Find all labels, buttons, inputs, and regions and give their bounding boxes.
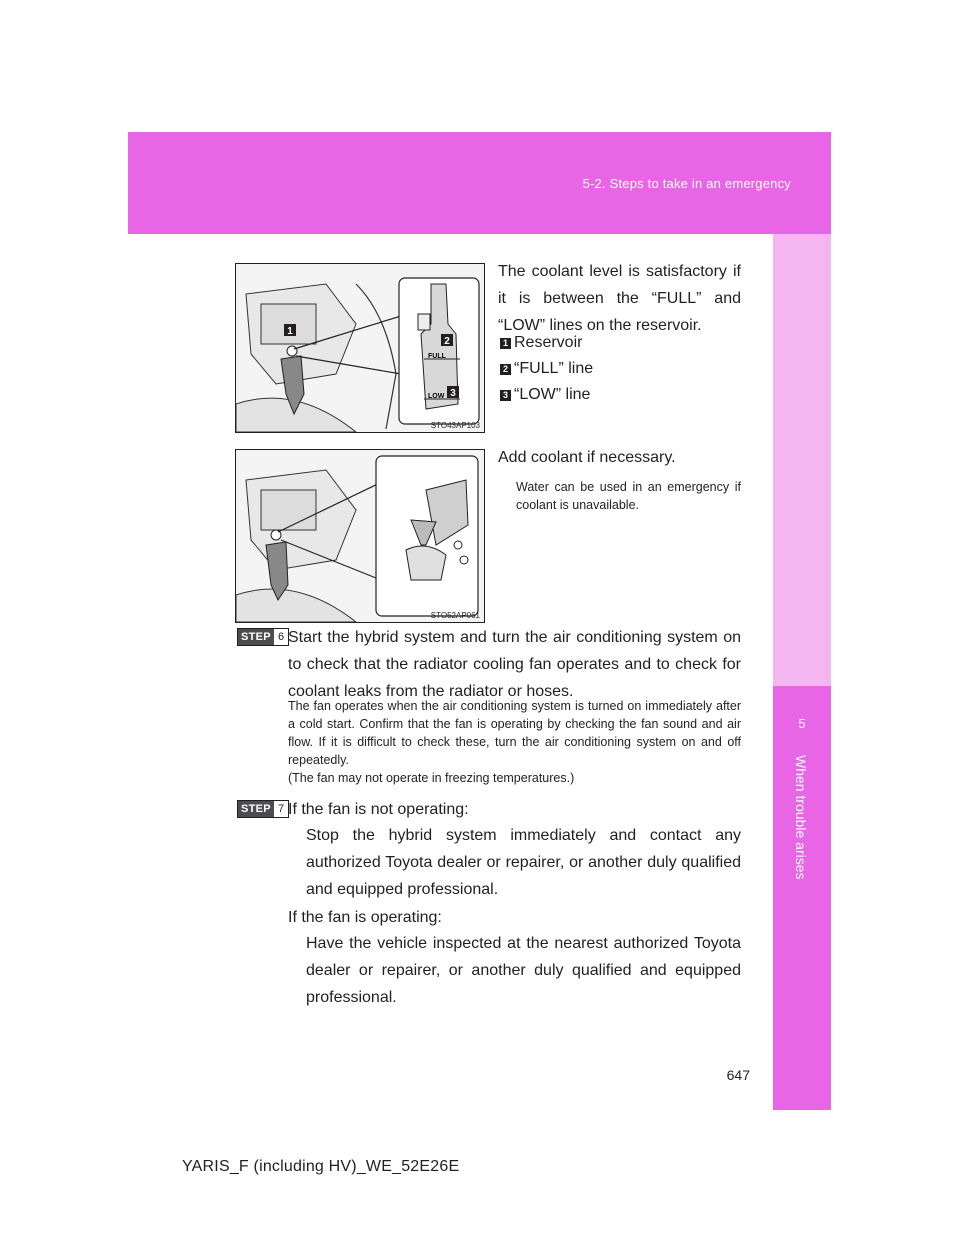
callout-3: 3 “LOW” line — [500, 386, 590, 404]
callout-1-marker: 1 — [500, 338, 511, 349]
step-7-case-1-title: If the fan is not operating: — [288, 801, 469, 818]
document-id: YARIS_F (including HV)_WE_52E26E — [182, 1158, 460, 1175]
step-5-text: Add coolant if necessary. — [498, 449, 676, 466]
step-7-case-2-text: Have the vehicle inspected at the nearest authorized Toyota dealer or repairer, or another duly qualified and equipped professional. — [306, 935, 741, 1006]
step-7-badge: STEP 7 — [237, 800, 289, 818]
callout-3-marker: 3 — [500, 390, 511, 401]
step-6-note: The fan operates when the air conditioning system is turned on immediately after a cold start. Confirm that the fan is operating by checking the fan sound and air flow. If it is difficult to check these, turn the air conditioning system on and off repeatedly. — [288, 699, 741, 767]
add-coolant-illustration — [236, 450, 484, 622]
figure-code: STO43AP103 — [430, 421, 480, 430]
svg-text:3: 3 — [450, 388, 456, 399]
callout-2-marker: 2 — [500, 364, 511, 375]
page-number: 647 — [726, 1067, 750, 1083]
step-5-note: Water can be used in an emergency if coolant is unavailable. — [516, 480, 741, 512]
reservoir-illustration — [236, 264, 484, 432]
section-title: 5-2. Steps to take in an emergency — [582, 176, 791, 191]
step-6-note-freezing: (The fan may not operate in freezing temperatures.) — [288, 771, 575, 785]
figure-code: STO52AP061 — [430, 611, 480, 620]
svg-text:LOW: LOW — [428, 393, 445, 400]
chapter-title: When trouble arises — [793, 755, 809, 880]
step-6-badge: STEP 6 — [237, 628, 289, 646]
step-4-figure — [235, 263, 485, 433]
header-band — [128, 132, 831, 234]
step-6-text: Start the hybrid system and turn the air conditioning system on to check that the radiator cooling fan operates and to check for coolant leaks from the radiator or hoses. — [288, 629, 741, 700]
svg-text:2: 2 — [444, 336, 450, 347]
step-5-figure — [235, 449, 485, 623]
callout-2: 2 “FULL” line — [500, 360, 593, 378]
svg-text:1: 1 — [287, 326, 293, 337]
step-7-case-2-title: If the fan is operating: — [288, 909, 442, 926]
step-7-case-1-text: Stop the hybrid system immediately and contact any authorized Toyota dealer or repairer, or another duly qualified and equipped professional. — [306, 827, 741, 898]
svg-text:FULL: FULL — [428, 353, 446, 360]
step-4-text: The coolant level is satisfactory if it is between the “FULL” and “LOW” lines on the reservoir. — [498, 263, 741, 334]
chapter-number: 5 — [798, 716, 806, 731]
callout-1: 1 Reservoir — [500, 334, 582, 352]
